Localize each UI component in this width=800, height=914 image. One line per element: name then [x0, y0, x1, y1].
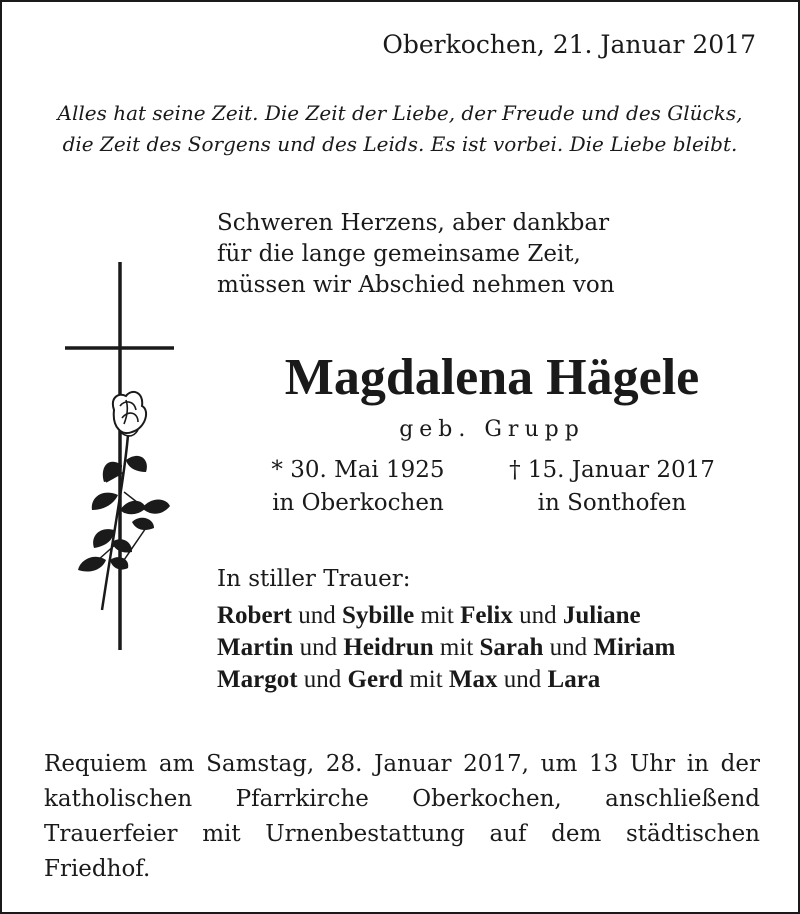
connector: mit	[420, 602, 454, 629]
mourner-family	[217, 600, 675, 632]
connector: und	[299, 634, 338, 661]
motto	[2, 98, 798, 160]
mourner-name: Gerd	[347, 666, 404, 693]
intro-line: Schweren Herzens, aber dankbar	[217, 210, 610, 236]
mourner-name: Max	[448, 666, 498, 693]
mourner-family	[217, 664, 675, 696]
mourner-name: Robert	[217, 602, 292, 629]
connector: mit	[439, 634, 474, 661]
requiem-info: Requiem am Samstag, 28. Januar 2017, um 13 Uhr in der katholischen Pfarrkirche Oberkochen, anschließend Trauerfeier mit Urnenbestattung auf dem städtischen Friedhof.	[44, 751, 760, 882]
deceased-name: Magdalena Hägele	[284, 349, 700, 406]
mourner-name: Margot	[217, 666, 298, 693]
birth-date: * 30. Mai 1925	[271, 457, 445, 483]
mourner-family	[217, 632, 675, 664]
intro-text	[217, 208, 615, 301]
mourners-label: In stiller Trauer:	[217, 566, 411, 592]
motto-line: Alles hat seine Zeit. Die Zeit der Liebe, der Freude und des Glücks,	[57, 101, 743, 125]
connector: und	[549, 634, 588, 661]
mourner-name: Lara	[547, 666, 601, 693]
intro-line: für die lange gemeinsame Zeit,	[217, 241, 581, 267]
connector: und	[303, 666, 342, 693]
motto-line: die Zeit des Sorgens und des Leids. Es ist vorbei. Die Liebe bleibt.	[62, 132, 738, 156]
death-place: in Sonthofen	[537, 490, 687, 516]
mourner-name: Heidrun	[343, 634, 434, 661]
place-date: Oberkochen, 21. Januar 2017	[382, 30, 756, 59]
connector: und	[503, 666, 542, 693]
connector: und	[519, 602, 557, 629]
mourner-name: Felix	[460, 602, 513, 629]
maiden-name: geb. Grupp	[399, 417, 585, 442]
birth-place: in Oberkochen	[272, 490, 444, 516]
mourner-name: Sybille	[341, 602, 415, 629]
mourner-name: Miriam	[593, 634, 676, 661]
cross-with-rose-icon	[62, 260, 182, 659]
intro-line: müssen wir Abschied nehmen von	[217, 272, 615, 298]
death-date: † 15. Januar 2017	[509, 457, 715, 483]
mourner-name: Juliane	[562, 602, 641, 629]
death-info	[492, 454, 732, 520]
connector: und	[298, 602, 336, 629]
mourner-name: Martin	[217, 634, 294, 661]
mourner-name: Sarah	[479, 634, 544, 661]
connector: mit	[409, 666, 443, 693]
mourners-list	[217, 600, 675, 696]
birth-info	[252, 454, 464, 520]
